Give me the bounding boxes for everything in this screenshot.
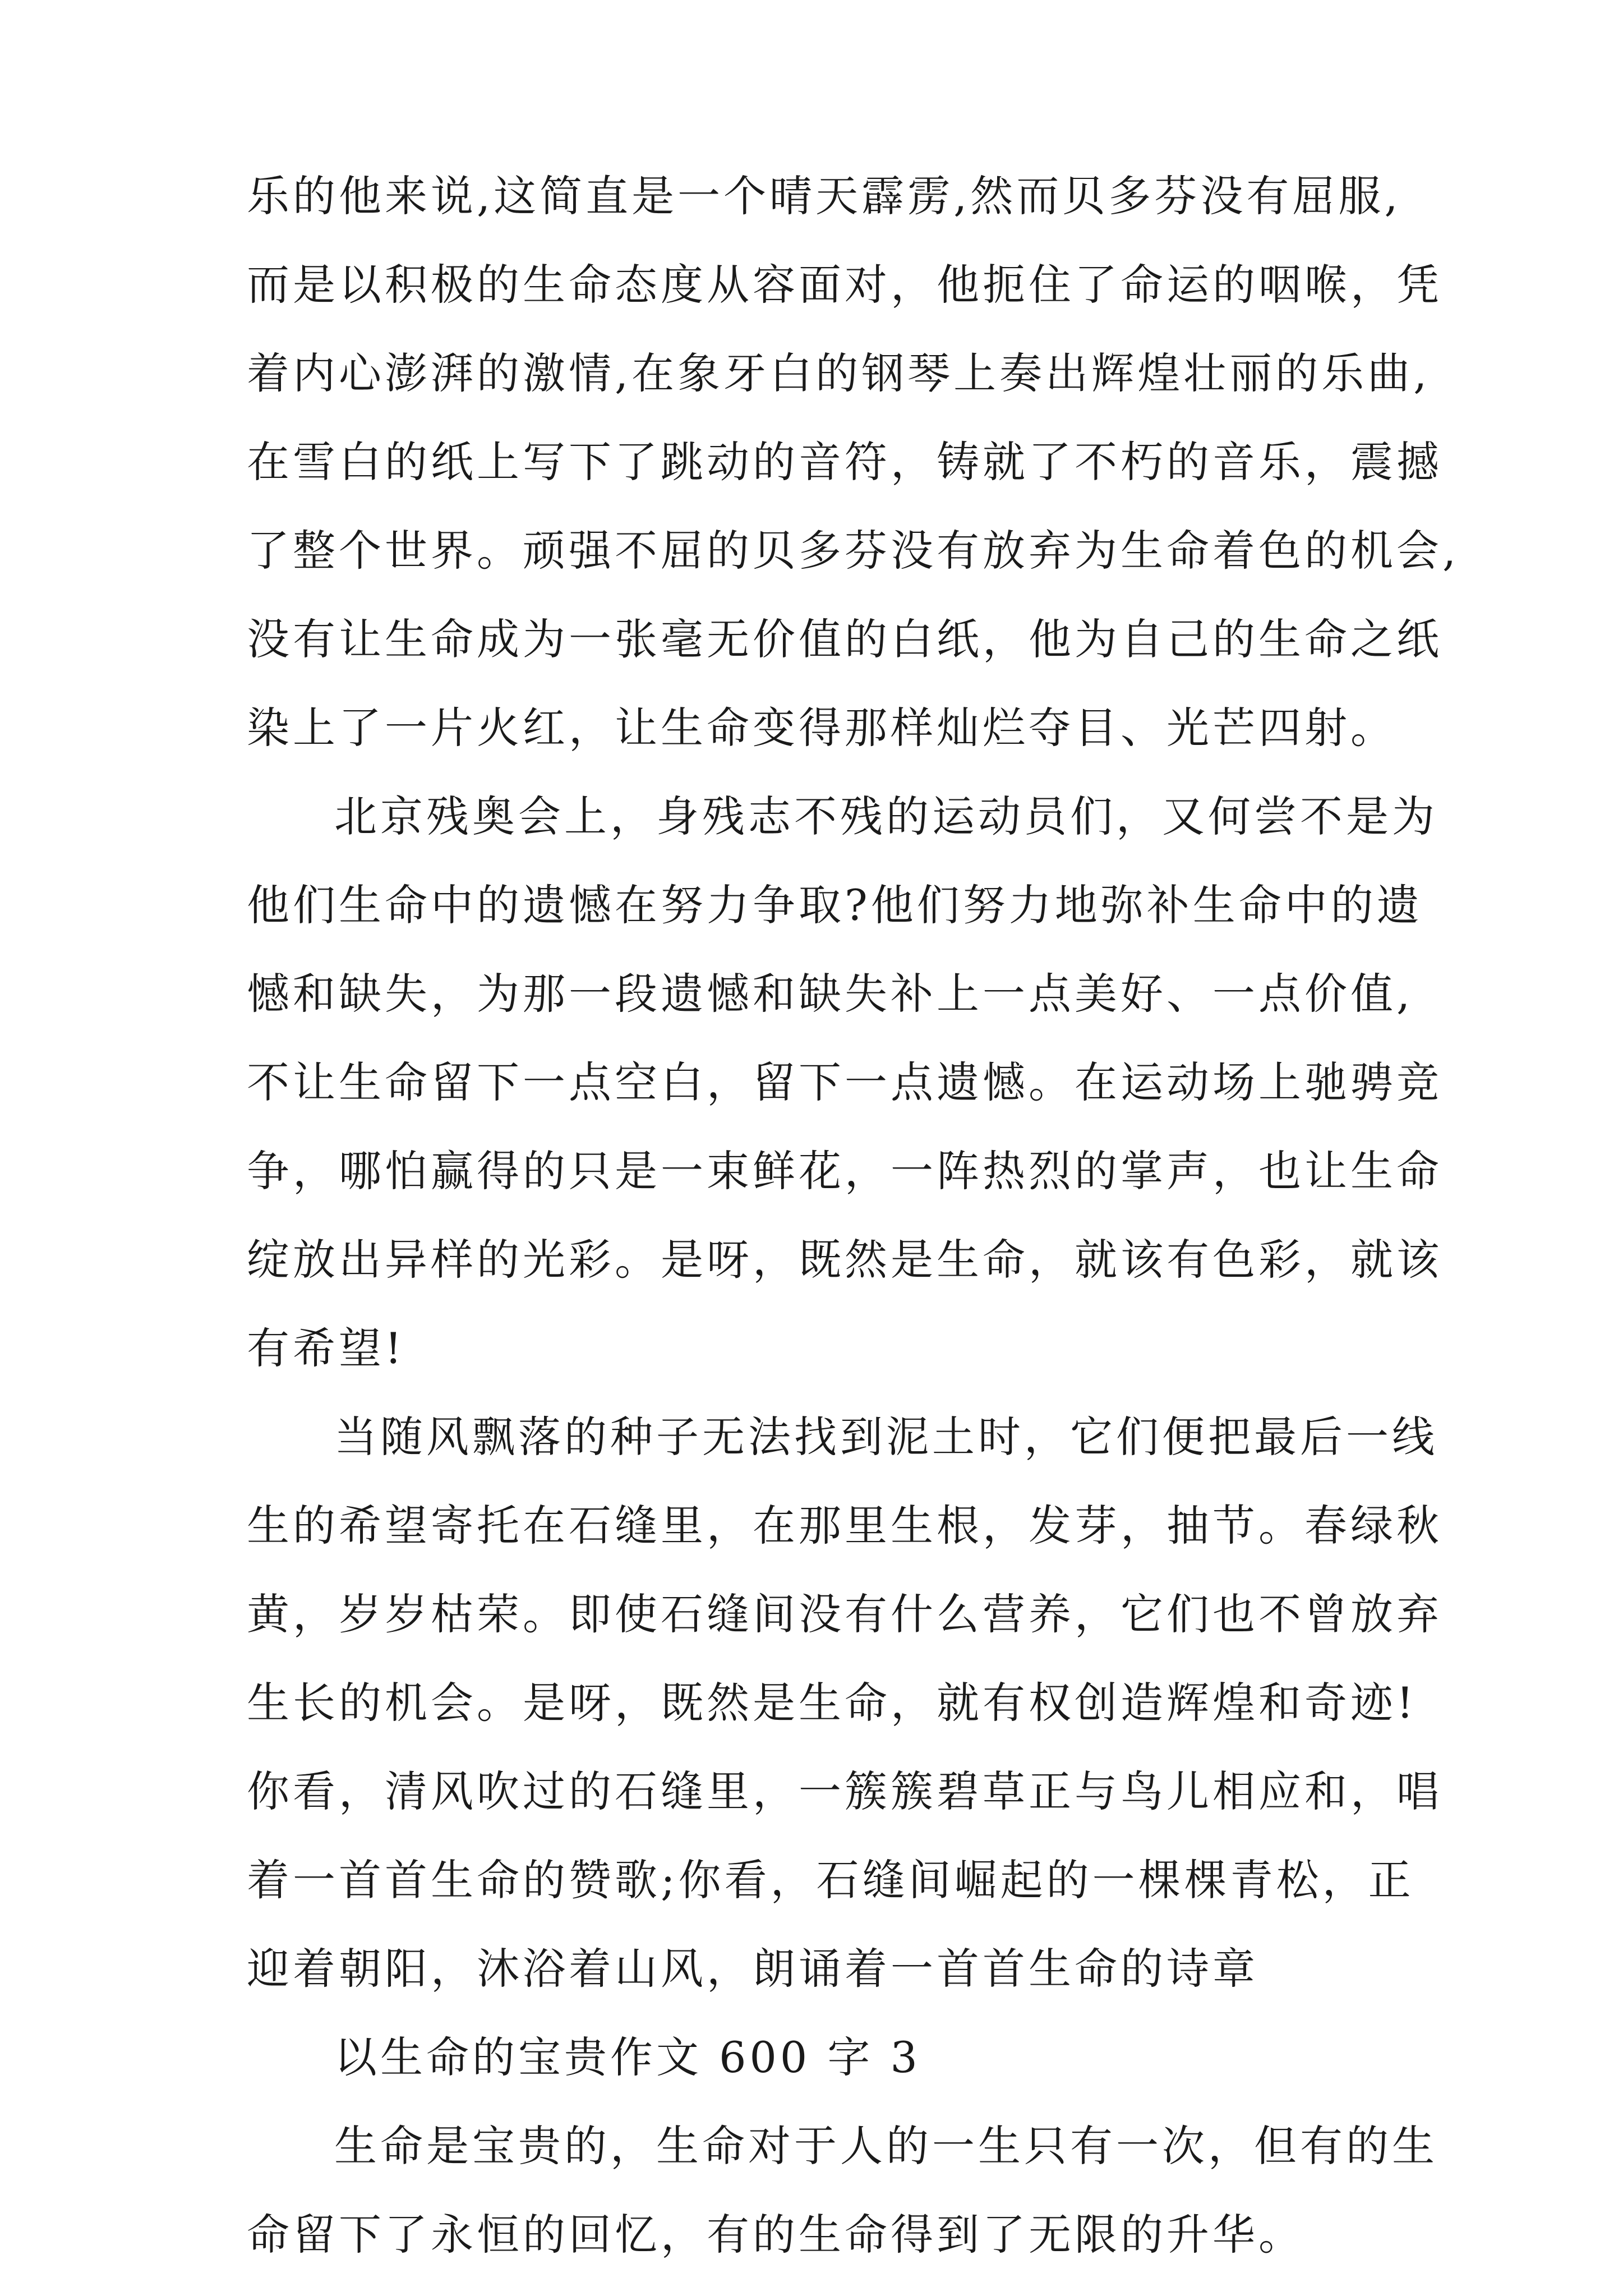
text-line: 生长的机会。是呀，既然是生命，就有权创造辉煌和奇迹! <box>247 1678 1417 1728</box>
text-line: 而是以积极的生命态度从容面对，他扼住了命运的咽喉，凭 <box>247 260 1442 310</box>
paragraph-first-line: 生命是宝贵的，生命对于人的一生只有一次，但有的生 <box>334 2121 1438 2171</box>
text-line: 生的希望寄托在石缝里，在那里生根，发芽，抽节。春绿秋 <box>247 1501 1442 1550</box>
text-line: 迎着朝阳，沐浴着山风，朗诵着一首首生命的诗章 <box>247 1944 1258 1994</box>
paragraph-first-line: 当随风飘落的种子无法找到泥土时，它们便把最后一线 <box>334 1412 1438 1462</box>
text-line: 乐的他来说,这简直是一个晴天霹雳,然而贝多芬没有屈服, <box>247 171 1401 221</box>
text-line: 不让生命留下一点空白，留下一点遗憾。在运动场上驰骋竞 <box>247 1057 1442 1107</box>
text-line: 你看，清风吹过的石缝里，一簇簇碧草正与鸟儿相应和，唱 <box>247 1766 1442 1816</box>
text-line: 绽放出异样的光彩。是呀，既然是生命，就该有色彩，就该 <box>247 1235 1442 1285</box>
text-line: 没有让生命成为一张毫无价值的白纸，他为自己的生命之纸 <box>247 614 1442 664</box>
text-line: 染上了一片火红，让生命变得那样灿烂夺目、光芒四射。 <box>247 703 1396 753</box>
text-line: 憾和缺失，为那一段遗憾和缺失补上一点美好、一点价值, <box>247 969 1414 1019</box>
text-line: 命留下了永恒的回忆，有的生命得到了无限的升华。 <box>247 2210 1304 2260</box>
paragraph-first-line: 北京残奥会上，身残志不残的运动员们，又何尝不是为 <box>334 792 1438 841</box>
text-line: 着内心澎湃的激情,在象牙白的钢琴上奏出辉煌壮丽的乐曲, <box>247 348 1431 398</box>
text-line: 在雪白的纸上写下了跳动的音符，铸就了不朽的音乐，震撼 <box>247 437 1442 487</box>
section-heading: 以生命的宝贵作文 600 字 3 <box>334 2032 921 2082</box>
text-line: 着一首首生命的赞歌;你看，石缝间崛起的一棵棵青松，正 <box>247 1855 1414 1905</box>
text-line: 争，哪怕赢得的只是一束鲜花，一阵热烈的掌声，也让生命 <box>247 1146 1442 1196</box>
text-line: 了整个世界。顽强不屈的贝多芬没有放弃为生命着色的机会, <box>247 526 1460 576</box>
text-line: 黄，岁岁枯荣。即使石缝间没有什么营养，它们也不曾放弃 <box>247 1589 1442 1639</box>
text-line: 他们生命中的遗憾在努力争取?他们努力地弥补生命中的遗 <box>247 880 1423 930</box>
text-line: 有希望! <box>247 1323 405 1373</box>
